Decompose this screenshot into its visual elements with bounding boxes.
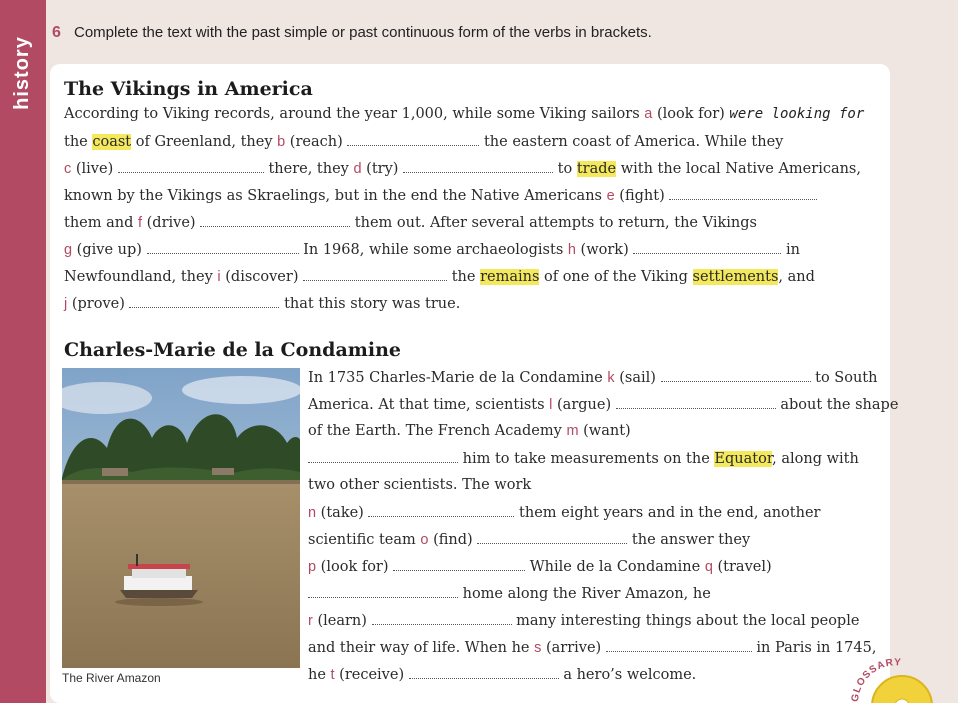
gap-letter-b: b xyxy=(277,134,286,150)
text: (work) xyxy=(575,242,629,258)
answer-blank-j[interactable] xyxy=(129,293,279,308)
text: (discover) xyxy=(220,269,299,285)
answer-blank-c[interactable] xyxy=(118,158,264,173)
text: in Paris in 1745, xyxy=(751,640,877,656)
gap-letter-n: n xyxy=(308,505,317,521)
vikings-line-1 xyxy=(64,104,864,124)
exercise-number: 6 xyxy=(52,24,61,41)
gap-letter-k: k xyxy=(607,370,615,386)
answer-blank-r[interactable] xyxy=(372,610,512,625)
text: the xyxy=(64,134,93,150)
vikings-title: The Vikings in America xyxy=(64,78,313,100)
text: (look for) xyxy=(316,559,389,575)
answer-blank-q[interactable] xyxy=(308,583,458,598)
answer-blank-m[interactable] xyxy=(308,448,458,463)
answer-blank-f[interactable] xyxy=(200,212,350,227)
exercise-instruction: Complete the text with the past simple or past continuous form of the verbs in brackets. xyxy=(74,24,652,41)
gap-letter-t: t xyxy=(330,667,335,683)
text: the answer they xyxy=(627,532,751,548)
text: of one of the Viking xyxy=(539,269,693,285)
condamine-line-4 xyxy=(308,448,859,469)
text: (look for) xyxy=(652,106,730,122)
glossary-word-coast: coast xyxy=(92,134,132,150)
gap-letter-e: e xyxy=(606,188,615,204)
gap-letter-g: g xyxy=(64,242,73,258)
text: (try) xyxy=(361,161,399,177)
text: (receive) xyxy=(334,667,405,683)
glossary-label: GLOSSARY xyxy=(849,657,902,703)
text: (learn) xyxy=(312,613,367,629)
text: and their way of life. When he xyxy=(308,640,535,656)
text: of the Earth. The French Academy xyxy=(308,423,567,439)
condamine-line-6 xyxy=(308,502,820,523)
condamine-line-8 xyxy=(308,556,772,577)
gap-letter-l: l xyxy=(549,397,553,413)
text: the eastern coast of America. While they xyxy=(479,134,784,150)
vikings-line-2 xyxy=(64,131,783,152)
text: him to take measurements on the xyxy=(458,451,715,467)
condamine-line-9 xyxy=(308,583,711,604)
glossary-word-remains: remains xyxy=(480,269,540,285)
gap-letter-c: c xyxy=(64,161,72,177)
text: to xyxy=(553,161,577,177)
side-tab-label: history xyxy=(11,36,33,110)
answer-blank-h[interactable] xyxy=(633,239,781,254)
text: While de la Condamine xyxy=(525,559,705,575)
vikings-line-7 xyxy=(64,266,815,287)
text: them eight years and in the end, another xyxy=(514,505,821,521)
gap-letter-s: s xyxy=(534,640,542,656)
gap-letter-m: m xyxy=(566,423,579,439)
gap-letter-h: h xyxy=(567,242,576,258)
text: (argue) xyxy=(552,397,612,413)
vikings-line-6 xyxy=(64,239,800,260)
answer-blank-n[interactable] xyxy=(368,502,514,517)
answer-blank-i[interactable] xyxy=(303,266,447,281)
text: about the shape xyxy=(775,397,899,413)
text: (want) xyxy=(578,423,631,439)
condamine-line-7 xyxy=(308,529,750,550)
text: Newfoundland, they xyxy=(64,269,218,285)
answer-blank-k[interactable] xyxy=(661,367,811,382)
text: with the local Native Americans, xyxy=(616,161,861,177)
answer-blank-d[interactable] xyxy=(403,158,553,173)
text: (drive) xyxy=(142,215,196,231)
text: (reach) xyxy=(285,134,343,150)
answer-blank-l[interactable] xyxy=(616,394,776,409)
text: (find) xyxy=(428,532,473,548)
vikings-line-3 xyxy=(64,158,861,179)
answer-blank-p[interactable] xyxy=(393,556,525,571)
text: (prove) xyxy=(67,296,125,312)
gap-letter-d: d xyxy=(353,161,362,177)
condamine-line-12 xyxy=(308,664,696,685)
condamine-line-3 xyxy=(308,421,631,441)
text: in xyxy=(781,242,800,258)
text: many interesting things about the local people xyxy=(511,613,860,629)
answer-blank-t[interactable] xyxy=(409,664,559,679)
text: (arrive) xyxy=(541,640,602,656)
text: (fight) xyxy=(614,188,665,204)
vikings-line-8 xyxy=(64,293,460,314)
text: that this story was true. xyxy=(279,296,461,312)
text: In 1968, while some archaeologists xyxy=(298,242,568,258)
river-photo-image xyxy=(62,368,300,668)
text: , and xyxy=(778,269,815,285)
gap-letter-j: j xyxy=(64,296,68,312)
text: (travel) xyxy=(712,559,772,575)
condamine-line-10 xyxy=(308,610,859,631)
text: In 1735 Charles-Marie de la Condamine xyxy=(308,370,608,386)
river-amazon-photo xyxy=(62,368,300,668)
condamine-line-11 xyxy=(308,637,876,658)
answer-a-handwritten: were looking for xyxy=(729,106,865,122)
glossary-word-settlements: settlements xyxy=(692,269,779,285)
condamine-line-2 xyxy=(308,394,898,415)
text: America. At that time, scientists xyxy=(308,397,550,413)
text: (live) xyxy=(71,161,114,177)
answer-blank-b[interactable] xyxy=(347,131,479,146)
text: the xyxy=(447,269,481,285)
glossary-cd-icon xyxy=(838,650,948,703)
text: (take) xyxy=(316,505,364,521)
text: home along the River Amazon, he xyxy=(458,586,711,602)
text: scientific team xyxy=(308,532,421,548)
condamine-line-5: two other scientists. The work xyxy=(308,477,532,493)
text: (sail) xyxy=(614,370,656,386)
text: he xyxy=(308,667,331,683)
condamine-line-1 xyxy=(308,367,877,388)
answer-blank-g[interactable] xyxy=(147,239,299,254)
text: to South xyxy=(810,370,878,386)
vikings-line-4 xyxy=(64,185,817,206)
glossary-badge[interactable] xyxy=(838,650,948,703)
vikings-line-5 xyxy=(64,212,757,233)
answer-blank-e[interactable] xyxy=(669,185,817,200)
glossary-word-equator: Equator xyxy=(714,451,773,467)
text: known by the Vikings as Skraelings, but in the end the Native Americans xyxy=(64,188,607,204)
text: of Greenland, they xyxy=(131,134,278,150)
gap-letter-a: a xyxy=(644,106,653,122)
text: , along with xyxy=(772,451,859,467)
text: them and xyxy=(64,215,138,231)
condamine-title: Charles-Marie de la Condamine xyxy=(64,339,401,361)
answer-blank-s[interactable] xyxy=(606,637,752,652)
photo-caption: The River Amazon xyxy=(62,671,161,685)
text: them out. After several attempts to return, the Vikings xyxy=(350,215,757,231)
gap-letter-r: r xyxy=(308,613,313,629)
gap-letter-p: p xyxy=(308,559,317,575)
gap-letter-o: o xyxy=(420,532,429,548)
gap-letter-q: q xyxy=(704,559,713,575)
gap-letter-f: f xyxy=(137,215,143,231)
answer-blank-o[interactable] xyxy=(477,529,627,544)
history-side-tab xyxy=(0,0,44,703)
text: (give up) xyxy=(72,242,142,258)
gap-letter-i: i xyxy=(217,269,221,285)
text: According to Viking records, around the year 1,000, while some Viking sailors xyxy=(64,106,645,122)
text: there, they xyxy=(263,161,354,177)
glossary-word-trade: trade xyxy=(576,161,617,177)
text: a hero’s welcome. xyxy=(558,667,697,683)
